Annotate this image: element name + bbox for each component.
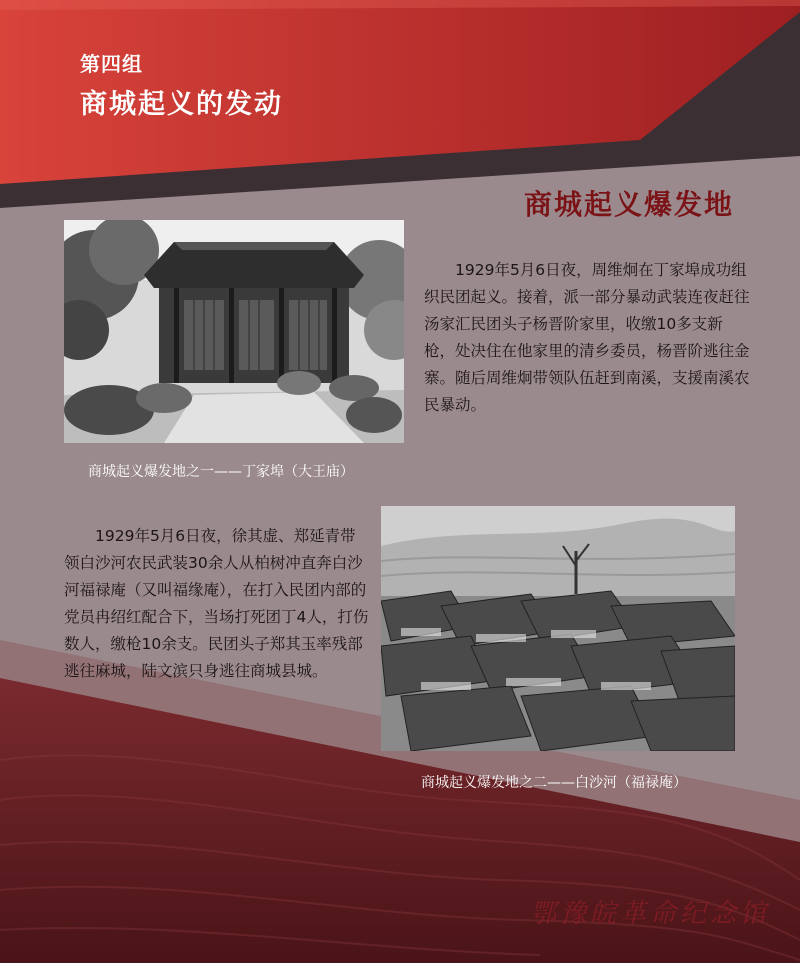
- village-photo: [381, 506, 735, 751]
- photo-caption-2: 商城起义爆发地之二——白沙河（福禄庵）: [421, 775, 687, 791]
- section-heading: 商城起义爆发地: [523, 188, 734, 221]
- paragraph-1: 1929年5月6日夜，周维炯在丁家埠成功组织民团起义。接着，派一部分暴动武装连夜赶往汤家汇民团头子杨晋阶家里，收缴10多支新枪，处决住在他家里的清乡委员，杨晋阶逃往金寨。随后周维炯带领队伍赶到南溪，支援南溪农民暴动。: [424, 261, 750, 414]
- temple-photo: [64, 220, 404, 443]
- paragraph-2: 1929年5月6日夜，徐其虚、郑延青带领白沙河农民武装30余人从柏树冲直奔白沙河福禄庵（又叫福缘庵），在打入民团内部的党员冉绍红配合下，当场打死团丁4人，打伤数人，缴枪10余支。民团头子郑其玉率残部逃往麻城，陆文滨只身逃往商城县城。: [64, 527, 369, 680]
- museum-watermark: 鄂豫皖革命纪念馆: [529, 899, 770, 929]
- group-title: 商城起义的发动: [80, 89, 283, 120]
- group-label: 第四组: [80, 52, 143, 76]
- photo-caption-1: 商城起义爆发地之一——丁家埠（大王庙）: [88, 464, 354, 480]
